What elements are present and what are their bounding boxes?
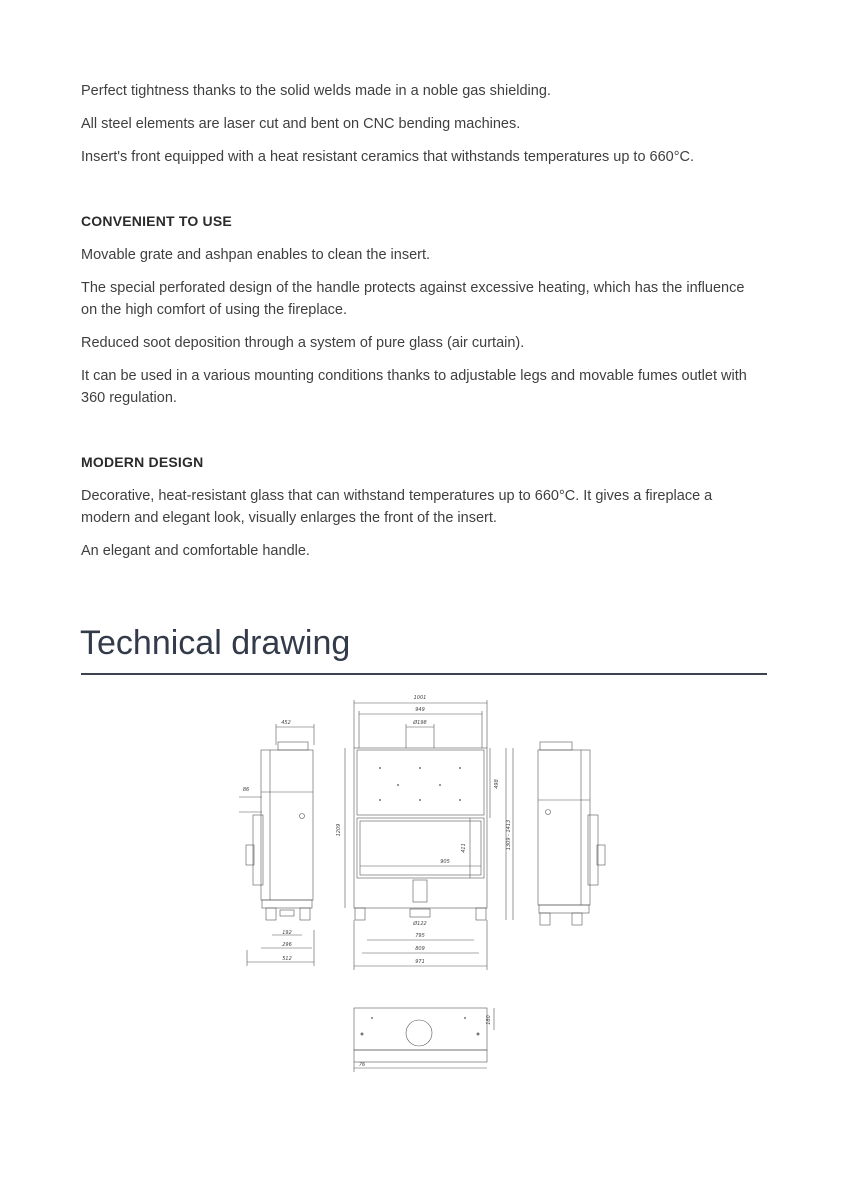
dim-971: 971 <box>415 959 425 965</box>
dim-86: 86 <box>242 787 250 793</box>
dim-76: 76 <box>358 1062 366 1068</box>
convenient-paragraph-1: Movable grate and ashpan enables to clean the insert. <box>81 247 431 263</box>
dim-192: 192 <box>282 930 292 936</box>
intro-paragraph-2: All steel elements are laser cut and bent on CNC bending machines. <box>81 116 521 132</box>
dim-795: 795 <box>415 933 425 939</box>
dim-411: 411 <box>461 843 467 853</box>
dim-180: 180 <box>486 1015 492 1025</box>
dim-d198: Ø198 <box>413 720 427 726</box>
side-view-left <box>239 724 314 966</box>
dim-range: 1309 - 1413 <box>506 819 512 851</box>
convenient-paragraph-4: It can be used in a various mounting conditions thanks to adjustable legs and movable fumes outlet with 360 regulation. <box>81 368 747 406</box>
dim-452: 452 <box>281 720 291 726</box>
dim-1209: 1209 <box>336 823 342 837</box>
dim-1001: 1001 <box>413 695 427 701</box>
modern-paragraph-1: Decorative, heat-resistant glass that can withstand temperatures up to 660°C. It gives a fireplace a modern and elegant look, visually enlarges the front of the insert. <box>81 488 713 526</box>
front-view <box>345 700 513 970</box>
dim-905: 905 <box>440 859 450 865</box>
dim-949: 949 <box>415 707 425 713</box>
section-heading-convenient: CONVENIENT TO USE <box>81 213 232 229</box>
dim-498: 498 <box>494 779 500 789</box>
intro-paragraph-1: Perfect tightness thanks to the solid welds made in a noble gas shielding. <box>81 83 551 99</box>
convenient-paragraph-2: The special perforated design of the handle protects against excessive heating, which has the influence on the high comfort of using the fireplace. <box>81 280 745 318</box>
dim-d122: Ø122 <box>413 921 427 927</box>
top-view <box>354 1008 494 1072</box>
side-view-right <box>538 742 605 925</box>
convenient-paragraph-3: Reduced soot deposition through a system of pure glass (air curtain). <box>81 335 525 351</box>
modern-paragraph-2: An elegant and comfortable handle. <box>81 543 310 559</box>
dim-809: 809 <box>415 946 425 952</box>
intro-paragraph-3: Insert's front equipped with a heat resistant ceramics that withstands temperatures up to 660°C. <box>81 149 695 165</box>
section-heading-modern: MODERN DESIGN <box>81 454 204 470</box>
technical-drawing-title: Technical drawing <box>80 624 351 662</box>
dim-512: 512 <box>282 956 292 962</box>
dim-296: 296 <box>282 942 292 948</box>
